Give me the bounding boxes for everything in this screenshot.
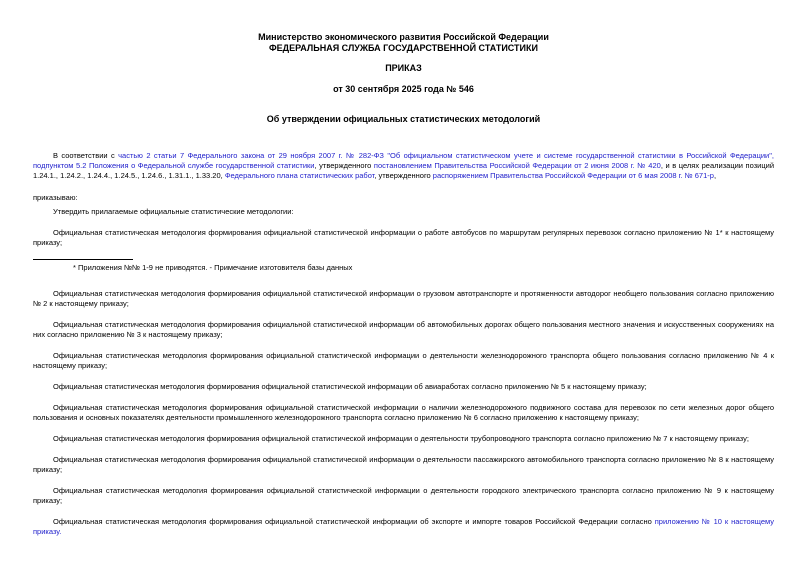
footnote-label: * Приложения №№ 1-9 не приводятся. - Примечание изготовителя базы данных bbox=[73, 263, 353, 272]
approve-line: Утвердить прилагаемые официальные статистические методологии: bbox=[53, 207, 294, 216]
preamble-paragraph bbox=[33, 151, 774, 181]
methodology-item-9: Официальная статистическая методология формирования официальной статистической информации о деятельности городского электрического транспорта согласно приложению № 9 к настоящему приказу; bbox=[33, 486, 774, 505]
methodology-item-1: Официальная статистическая методология формирования официальной статистической информации о работе автобусов по маршрутам регулярных перевозок согласно приложению № 1* к настоящему приказу; bbox=[33, 228, 774, 247]
ministry-name: Министерство экономического развития Российской Федерации bbox=[258, 32, 549, 42]
plain-text: , утвержденного bbox=[374, 171, 433, 180]
methodology-item-5: Официальная статистическая методология формирования официальной статистической информации об авиаработах согласно приложению № 5 к настоящему приказу; bbox=[53, 382, 647, 391]
document-link[interactable]: распоряжением Правительства Российской Федерации от 6 мая 2008 г. № 671-р bbox=[432, 171, 714, 180]
plain-text: , утвержденного bbox=[314, 161, 374, 170]
document-link[interactable]: частью 2 статьи 7 Федерального закона от 29 ноября 2007 г. № 282-ФЗ "Об официальном статистическом учете и системе государственной статистики в Российской Федерации", подпунктом 5.2 Положения о Федеральной службе государственной статистики bbox=[33, 151, 774, 170]
footnote-text bbox=[33, 263, 774, 273]
document-link[interactable]: приложению № 10 к настоящему приказу. bbox=[33, 517, 774, 536]
methodology-item-10 bbox=[33, 517, 774, 537]
methodology-item-4: Официальная статистическая методология формирования официальной статистической информации о деятельности железнодорожного транспорта общего пользования согласно приложению № 4 к настоящему приказу; bbox=[33, 351, 774, 370]
footnote-separator bbox=[33, 259, 133, 260]
methodology-item-2: Официальная статистическая методология формирования официальной статистической информации о грузовом автотранспорте и протяженности автодорог необщего пользования согласно приложению № 2 к настоящему приказу; bbox=[33, 289, 774, 308]
order-word: приказываю: bbox=[33, 193, 78, 202]
doc-date-number: от 30 сентября 2025 года № 546 bbox=[333, 84, 474, 94]
document-link[interactable]: постановлением Правительства Российской Федерации от 2 июня 2008 г. № 420 bbox=[373, 161, 661, 170]
agency-name: ФЕДЕРАЛЬНАЯ СЛУЖБА ГОСУДАРСТВЕННОЙ СТАТИСТИКИ bbox=[269, 43, 538, 53]
methodology-item-7: Официальная статистическая методология формирования официальной статистической информации о деятельности трубопроводного транспорта согласно приложению № 7 к настоящему приказу; bbox=[53, 434, 749, 443]
plain-text: , и в целях реализации позиций 1.24.1., 1.24.2., 1.24.4., 1.24.5., 1.24.6., 1.31.1., 1.33.20, bbox=[33, 161, 775, 180]
plain-text: В соответствии с bbox=[53, 151, 119, 160]
methodology-item-3: Официальная статистическая методология формирования официальной статистической информации об автомобильных дорогах общего пользования местного значения и искусственных сооружениях на них согласно приложению № 3 к настоящему приказу; bbox=[33, 320, 774, 339]
document-link[interactable]: Федерального плана статистических работ bbox=[224, 171, 375, 180]
plain-text: , bbox=[713, 171, 717, 180]
doc-type: ПРИКАЗ bbox=[385, 63, 422, 73]
plain-text: Официальная статистическая методология формирования официальной статистической информации об экспорте и импорте товаров Российской Федерации согласно bbox=[53, 517, 655, 526]
document-header bbox=[33, 32, 774, 125]
doc-title: Об утверждении официальных статистических методологий bbox=[266, 114, 541, 124]
methodology-item-8: Официальная статистическая методология формирования официальной статистической информации о деятельности пассажирского автомобильного транспорта согласно приложению № 8 к настоящему приказу; bbox=[33, 455, 774, 474]
footnote-block bbox=[33, 259, 774, 273]
methodology-item-6: Официальная статистическая методология формирования официальной статистической информации о наличии железнодорожного подвижного состава для перевозок по сети железных дорог общего пользования и основных показателях деятельности промышленного железнодорожного транспорта согласно приложению № 6 согласно приложению к настоящему приказу; bbox=[33, 403, 774, 422]
